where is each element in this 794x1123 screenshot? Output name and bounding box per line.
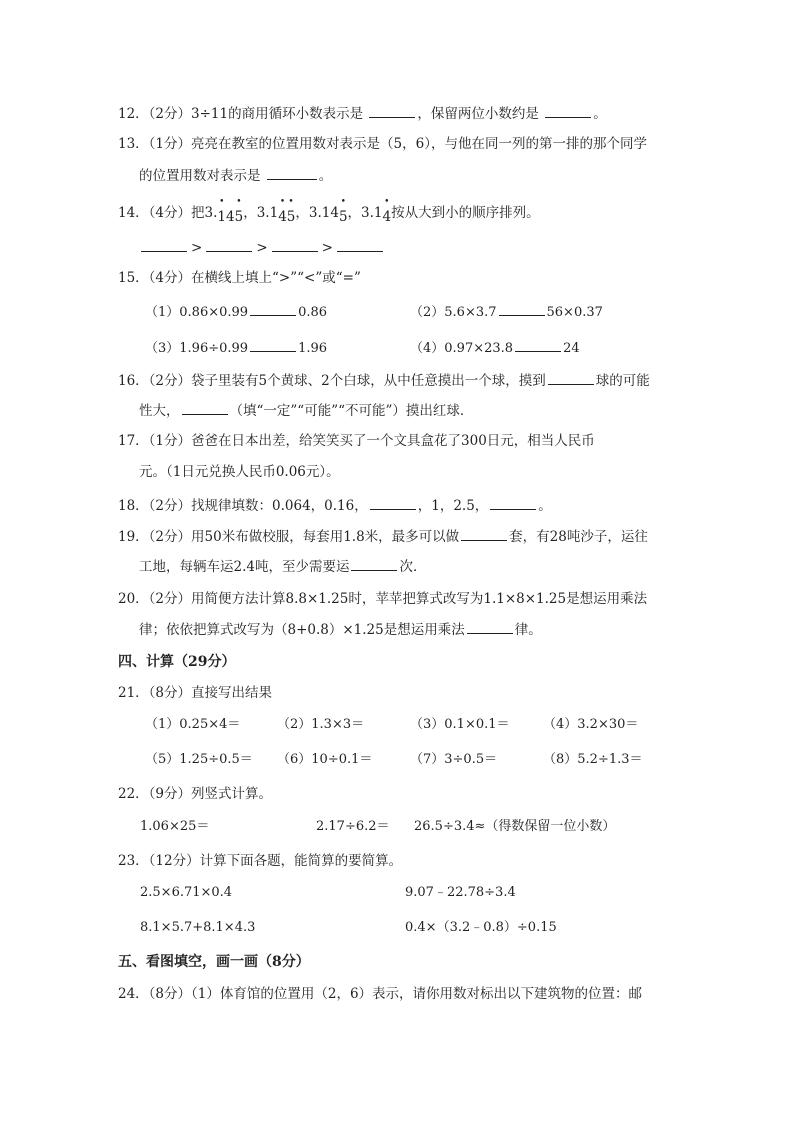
answer-blank[interactable] [351, 557, 397, 571]
question-23: 23．（12分）计算下面各题，能简算的要简算。 [118, 853, 403, 869]
q13-line1: 13．（1分）亮亮在教室的位置用数对表示是（5，6），与他在同一列的第一排的那个同学 [118, 136, 647, 152]
greater-than-sign: > [256, 240, 268, 256]
question-20-cont: 律；依依把算式改写为（8+0.8）×1.25是想运用乘法 律。 [139, 622, 542, 638]
q15-item-3: （3）1.96÷0.99 1.96 [145, 338, 327, 358]
q21-item: （7）3÷0.5＝ [410, 752, 498, 767]
answer-blank[interactable] [250, 338, 296, 352]
answer-blank[interactable] [467, 620, 513, 634]
section-heading: 四、计算（29分） [118, 654, 236, 670]
answer-blank[interactable] [250, 302, 296, 316]
q22-item: 2.17÷6.2＝ [316, 819, 390, 834]
section-heading: 五、看图填空，画一画（8分） [118, 954, 310, 970]
q15-item-2: （2）5.6×3.7 56×0.37 [410, 302, 603, 322]
answer-blank[interactable] [369, 104, 415, 118]
q23-item: 9.07﹣22.78÷3.4 [405, 885, 516, 900]
question-18: 18．（2分）找规律填数：0.064，0.16， ，1，2.5， 。 [118, 498, 552, 514]
question-13-cont [139, 166, 332, 185]
q13-line2: 的位置用数对表示是 [139, 168, 261, 184]
q15-item-1: （1）0.86×0.99 0.86 [145, 302, 327, 322]
question-16: 16．（2分）袋子里装有5个黄球、2个白球，从中任意摸出一个球，摸到 球的可能 [118, 373, 650, 389]
answer-blank[interactable] [141, 238, 187, 252]
q14-prefix: 14．（4分）把 [118, 205, 205, 221]
answer-blank[interactable] [461, 527, 507, 541]
answer-blank[interactable] [182, 401, 228, 415]
q15-item-4: （4）0.97×23.8 24 [410, 338, 580, 358]
question-20: 20．（2分）用简便方法计算8.8×1.25时，苹苹把算式改写为1.1×8×1.25是想运用乘法 [118, 591, 648, 607]
answer-blank[interactable] [267, 166, 317, 180]
q21-item: （8）5.2÷1.3＝ [543, 752, 643, 767]
question-21: 21．（8分）直接写出结果 [118, 685, 273, 701]
greater-than-sign: > [321, 240, 333, 256]
number-2: 3.1• 4• 5 [257, 205, 296, 225]
number-1: 3.• 14• 5 [205, 205, 244, 225]
answer-blank[interactable] [206, 238, 252, 252]
number-4: 3.1• 4 [361, 205, 391, 225]
q12-text: 12．（2分）3÷11的商用循环小数表示是 [118, 106, 364, 122]
q23-item: 2.5×6.71×0.4 [140, 885, 233, 900]
question-17-cont: 元。（1日元兑换人民币0.06元）。 [139, 464, 340, 480]
greater-than-sign: > [191, 240, 203, 256]
q15-title: 15．（4分）在横线上填上“>”“<”或“=” [118, 270, 361, 286]
q21-item: （4）3.2×30＝ [543, 717, 639, 732]
question-22: 22．（9分）列竖式计算。 [118, 786, 273, 802]
question-14-answers [139, 238, 385, 257]
question-13 [118, 135, 647, 153]
question-19: 19．（2分）用50米布做校服，每套用1.8米，最多可以做 套，有28吨沙子，运往 [118, 529, 648, 545]
q12-end: 。 [593, 106, 607, 122]
answer-blank[interactable] [499, 302, 545, 316]
answer-blank[interactable] [370, 496, 416, 510]
question-17: 17．（1分）爸爸在日本出差，给笑笑买了一个文具盒花了300日元，相当人民币 [118, 433, 595, 449]
question-14: 14．（4分）把3.• 14• 5，3.1• 4• 5，3.14• 5，3.1• 4按从大到小的顺序排列。 [118, 204, 540, 222]
answer-blank[interactable] [337, 238, 383, 252]
answer-blank[interactable] [272, 238, 318, 252]
q14-suffix: 按从大到小的顺序排列。 [391, 205, 540, 221]
answer-blank[interactable] [515, 338, 561, 352]
answer-blank[interactable] [548, 371, 594, 385]
q21-item: （5）1.25÷0.5＝ [145, 752, 253, 767]
q13-end: 。 [318, 168, 333, 184]
q21-item: （6）10÷0.1＝ [277, 752, 373, 767]
question-15 [118, 269, 361, 287]
question-16-cont: 性大， （填“一定”“可能”“不可能”）摸出红球． [139, 403, 474, 419]
answer-blank[interactable] [490, 496, 536, 510]
q23-item: 8.1×5.7+8.1×4.3 [140, 920, 256, 935]
number-3: 3.14• 5 [309, 205, 348, 225]
q21-item: （2）1.3×3＝ [277, 717, 365, 732]
q21-item: （3）0.1×0.1＝ [410, 717, 510, 732]
question-24: 24．（8分）（1）体育馆的位置用（2，6）表示，请你用数对标出以下建筑物的位置：邮 [118, 986, 643, 1002]
q22-item: 26.5÷3.4≈（得数保留一位小数） [414, 819, 616, 834]
q21-item: （1）0.25×4＝ [145, 717, 241, 732]
q12-mid: ，保留两位小数约是 [417, 106, 539, 122]
question-19-cont: 工地，每辆车运2.4吨，至少需要运 次． [139, 559, 427, 575]
answer-blank[interactable] [545, 104, 591, 118]
q22-item: 1.06×25＝ [140, 819, 210, 834]
question-12 [118, 104, 607, 123]
q23-item: 0.4×（3.2﹣0.8）÷0.15 [405, 920, 557, 935]
